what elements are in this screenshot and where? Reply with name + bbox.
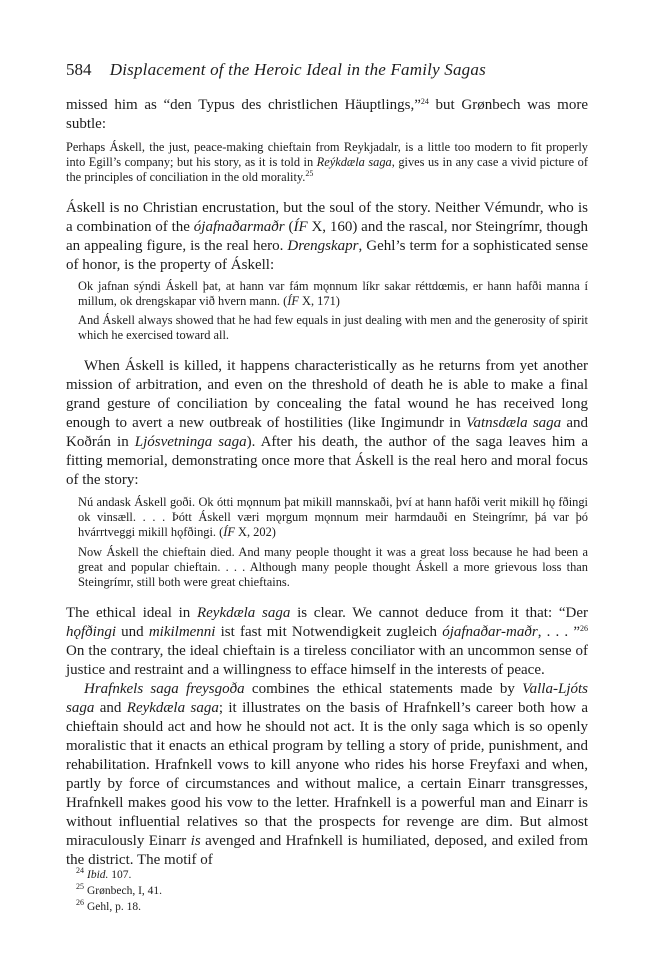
text-run: , Gehl’s term for a sophisticated sense of honor, is the property of Áskell: xyxy=(66,238,589,273)
paragraph-2 xyxy=(66,199,588,275)
edition-abbrev: ÍF xyxy=(223,525,235,539)
text-run: ( xyxy=(284,219,294,235)
footnote-ref: 26 xyxy=(580,624,588,633)
text-run: ; it illustrates on the basis of Hrafnkell’s career both how a chieftain should act and how he should not act. It is the only saga which is so openly moralistic that it enacts an ethical program by telling a story of pride, punishment, and rehabilitation. Hrafnkell vows to kill anyone who rides his horse Freyfaxi and when, partly by force of circumstances and without malice, a certain Einarr transgresses, Hrafnkell makes good his vow to the letter. Hrafnkell is a powerful man and Einarr is without influential relatives so that the prospects for revenge are dim. But almost miraculously Einarr xyxy=(66,700,588,849)
text-run: combines the ethical statements made by xyxy=(244,681,523,697)
text-run: , gives us in any case a vivid picture of the principles of conciliation in the old morality. xyxy=(66,155,588,184)
edition-abbrev: ÍF xyxy=(293,219,308,235)
text-run: X, 160) and the rascal, nor Steingrímr, though an appealing figure, is the real hero. xyxy=(66,219,588,254)
translation-quote: Now Áskell the chieftain died. And many people thought it was a great loss because he had been a great and popular chieftain. . . . Although many people thought Áskell a more grievous loss than Steingrímr, still both were great chieftains. xyxy=(78,545,588,589)
page-body xyxy=(66,96,588,870)
text-run: On the contrary, the ideal chieftain is a tireless conciliator with an uncommon sense of justice and restraint and a willingness to efface himself in the interests of peace. xyxy=(66,643,588,678)
text-run: missed him as “den Typus des christlichen Häuptlings,” xyxy=(66,97,421,113)
running-head xyxy=(66,60,586,80)
saga-title: Reykdæla saga xyxy=(126,700,219,716)
text-run: but Grønbech was more subtle: xyxy=(66,97,588,132)
text-run: When Áskell is killed, it happens characteristically as he returns from yet another mission of arbitration, and even on the threshold of death he is able to make a final grand gesture of conciliation by concealing the fatal wound he has received long enough to avert a new outbreak of hostilities (like Ingimundr in xyxy=(66,358,588,431)
footnote-ref: 24 xyxy=(420,97,429,106)
text-run: The ethical ideal in xyxy=(66,605,197,621)
text-run: avenged and Hrafnkell is humiliated, deposed, and exiled from the district. The motif of xyxy=(66,833,588,868)
page-number: 584 xyxy=(66,60,92,79)
footnote-ibid: Ibid. xyxy=(87,869,109,881)
edition-abbrev: ÍF xyxy=(287,294,299,308)
footnote-26 xyxy=(76,899,376,915)
old-norse-term: ójafnaðar-maðr xyxy=(442,624,538,640)
text-run: X, 202) xyxy=(234,525,276,539)
text-run: Áskell is no Christian encrustation, but the soul of the story. Neither Vémundr, who is a combination of the xyxy=(66,200,588,235)
paragraph-5 xyxy=(66,680,588,870)
old-norse-term: hǫfðingi xyxy=(66,624,117,640)
old-norse-term: Drengskapr xyxy=(287,238,359,254)
text-run: Ok jafnan sýndi Áskell þat, at hann var fám mǫnnum líkr sakar réttdœmis, er hann hafði manna í millum, ok drengskapar við hvern mann. ( xyxy=(78,279,588,308)
footnote-text: Grønbech, I, 41. xyxy=(87,885,163,897)
quote-block-2 xyxy=(78,495,588,590)
footnote-text: Gehl, p. 18. xyxy=(87,901,141,913)
text-run: and Koðrán in xyxy=(66,415,589,450)
saga-title: Valla-Ljóts saga xyxy=(66,681,588,716)
quote-block-1 xyxy=(78,279,588,343)
paragraph-3 xyxy=(66,357,588,490)
footnote-number: 26 xyxy=(76,898,84,907)
saga-title: Reýkdæla saga xyxy=(316,155,392,169)
footnote-number: 25 xyxy=(76,882,84,891)
text-run: is clear. We cannot deduce from it that: “Der xyxy=(290,605,588,621)
text-run: X, 171) xyxy=(298,294,340,308)
old-norse-quote xyxy=(78,279,588,309)
paragraph-1 xyxy=(66,96,588,134)
saga-title: Hrafnkels saga freysgoða xyxy=(84,681,245,697)
text-run: , . . . ” xyxy=(537,624,580,640)
translation-quote: And Áskell always showed that he had few equals in just dealing with men and the generosity of spirit which he exercised toward all. xyxy=(78,313,588,342)
footnote-25 xyxy=(76,883,376,899)
block-quote-gronbech xyxy=(66,140,588,185)
saga-title: Vatnsdæla saga xyxy=(466,415,562,431)
text-run: ). After his death, the author of the saga leaves him a fitting memorial, demonstrating once more that Áskell is the real hero and moral focus of the story: xyxy=(66,434,588,488)
footnote-text: 107. xyxy=(108,869,132,881)
footnote-number: 24 xyxy=(76,866,84,875)
running-title: Displacement of the Heroic Ideal in the Family Sagas xyxy=(109,60,486,79)
text-run: Nú andask Áskell goði. Ok ótti mǫnnum þat mikill mannskaði, því at hann hafði verit mikill hǫ fðingi ok vinsæll. . . . Þótt Áskell væri mǫrgum mǫnnum meir harmdauði en Steingrímr, þá var þó hvárrtveggi mikill hǫfðingi. ( xyxy=(78,495,588,539)
text-run: und xyxy=(116,624,149,640)
old-norse-term: mikilmenni xyxy=(148,624,216,640)
text-run: and xyxy=(94,700,127,716)
saga-title: Reykdæla saga xyxy=(196,605,291,621)
emphasis: is xyxy=(190,833,201,849)
old-norse-term: ójafnaðarmaðr xyxy=(193,219,285,235)
saga-title: Ljósvetninga saga xyxy=(134,434,247,450)
footnote-24 xyxy=(76,867,376,883)
text-run: Perhaps Áskell, the just, peace-making chieftain from Reykjadalr, is a little too modern to fit properly into Egill’s company; but his story, as it is told in xyxy=(66,140,588,169)
footnotes xyxy=(76,867,376,915)
old-norse-quote xyxy=(78,495,588,540)
footnote-ref: 25 xyxy=(305,169,314,178)
paragraph-4 xyxy=(66,604,588,680)
text-run: ist fast mit Notwendigkeit zugleich xyxy=(215,624,443,640)
